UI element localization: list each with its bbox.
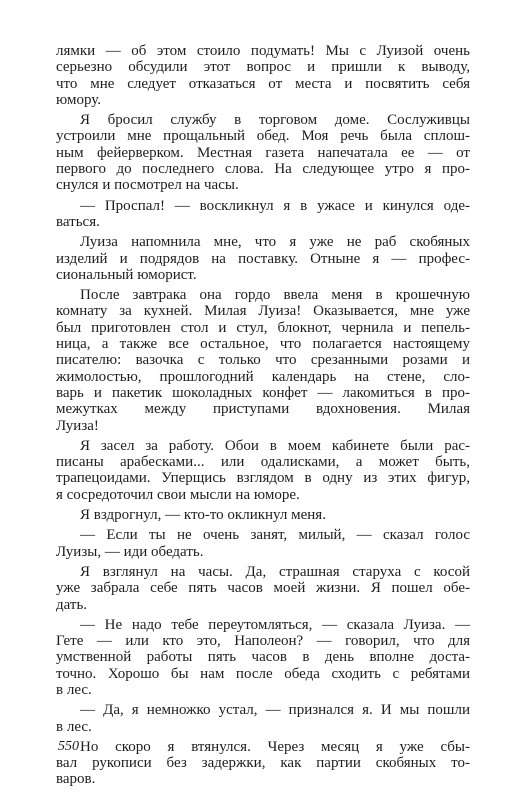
text-line: ным фейерверком. Местная газета напечатала ее — от (56, 144, 470, 161)
paragraph (56, 617, 470, 698)
text-line: варь и пакетик шоколадных конфет — лакомиться в про- (56, 384, 470, 401)
text-line: писаны арабесками... или одалисками, а может быть, (56, 454, 470, 471)
text-line: Я бросил службу в торговом доме. Сослуживцы (80, 112, 470, 129)
text-line: жимолостью, прошлогодний календарь на стене, сло- (56, 368, 470, 385)
text-line: Луизы, — иди обедать. (56, 543, 204, 560)
text-line: лямки — об этом стоило подумать! Мы с Луизой очень (56, 43, 470, 59)
text-line: ница, а также все остальное, что полагается настоящему (56, 336, 470, 353)
paragraph (56, 438, 470, 503)
text-line: дать. (56, 596, 88, 613)
text-line: — Не надо тебе переутомляться, — сказала Луиза. — (80, 616, 470, 633)
text-line: вал рукописи без задержки, как партии скобяных то- (56, 755, 470, 772)
text-line: Но скоро я втянулся. Через месяц я уже сбы- (80, 738, 470, 755)
text-line: сиональный юморист. (56, 266, 197, 283)
paragraph (56, 43, 470, 108)
text-line: Луиза! (56, 417, 99, 434)
paragraph (56, 527, 470, 560)
text-line: После завтрака она гордо ввела меня в крошечную (80, 287, 470, 304)
text-line: ваться. (56, 213, 100, 230)
text-line: уже забрала себе пять часов моей жизни. Я пошел обе- (56, 580, 470, 597)
text-line: варов. (56, 771, 96, 788)
text-line: — Проспал! — воскликнул я в ужасе и кинулся оде- (80, 197, 470, 214)
paragraph (56, 702, 470, 735)
text-line: Я вздрогнул, — кто-то окликнул меня. (80, 507, 326, 524)
text-line: в лес. (56, 718, 92, 735)
text-line: устроили мне прощальный обед. Моя речь была сплош- (56, 128, 470, 145)
paragraph (56, 112, 470, 193)
text-line: снулся и посмотрел на часы. (56, 177, 239, 194)
page-number: 550 (58, 739, 79, 754)
text-line: — Если ты не очень занят, милый, — сказал голос (80, 527, 470, 544)
paragraph (56, 234, 470, 283)
text-line: Я взглянул на часы. Да, страшная старуха с косой (80, 563, 470, 580)
paragraph (56, 507, 470, 523)
body-text (56, 43, 470, 792)
text-line: что мне следует отказаться от места и посвятить себя (56, 75, 470, 92)
paragraph (56, 739, 470, 788)
text-line: точно. Хорошо бы нам после обеда сходить с ребятами (56, 665, 470, 682)
text-line: юмору. (56, 91, 102, 108)
paragraph (56, 564, 470, 613)
text-line: был приготовлен стол и стул, блокнот, чернила и пепель- (56, 319, 470, 336)
text-line: Луиза напомнила мне, что я уже не раб скобяных (80, 234, 470, 251)
text-line: серьезно обсудили этот вопрос и пришли к выводу, (56, 59, 470, 76)
text-line: Гете — или кто это, Наполеон? — говорил, что для (56, 633, 470, 650)
paragraph (56, 198, 470, 231)
text-line: комнату за кухней. Милая Луиза! Оказывается, мне уже (56, 303, 470, 320)
text-line: умственной работы пять часов в день вполне доста- (56, 649, 470, 666)
text-line: изделий и подрядов на поставку. Отныне я — профес- (56, 250, 470, 267)
text-line: — Да, я немножко устал, — признался я. И мы пошли (80, 702, 470, 719)
text-line: писателю: вазочка с только что срезанными розами и (56, 352, 470, 369)
text-line: Я засел за работу. Обои в моем кабинете были рас- (80, 437, 470, 454)
text-line: трапецоидами. Уперщись взглядом в одну из этих фигур, (56, 470, 470, 487)
text-line: в лес. (56, 681, 92, 698)
text-line: первого до последнего слова. На следующее утро я про- (56, 161, 470, 178)
text-line: я сосредоточил свои мысли на юморе. (56, 486, 300, 503)
paragraph (56, 287, 470, 434)
text-line: межутках между приступами вдохновения. Милая (56, 401, 470, 418)
